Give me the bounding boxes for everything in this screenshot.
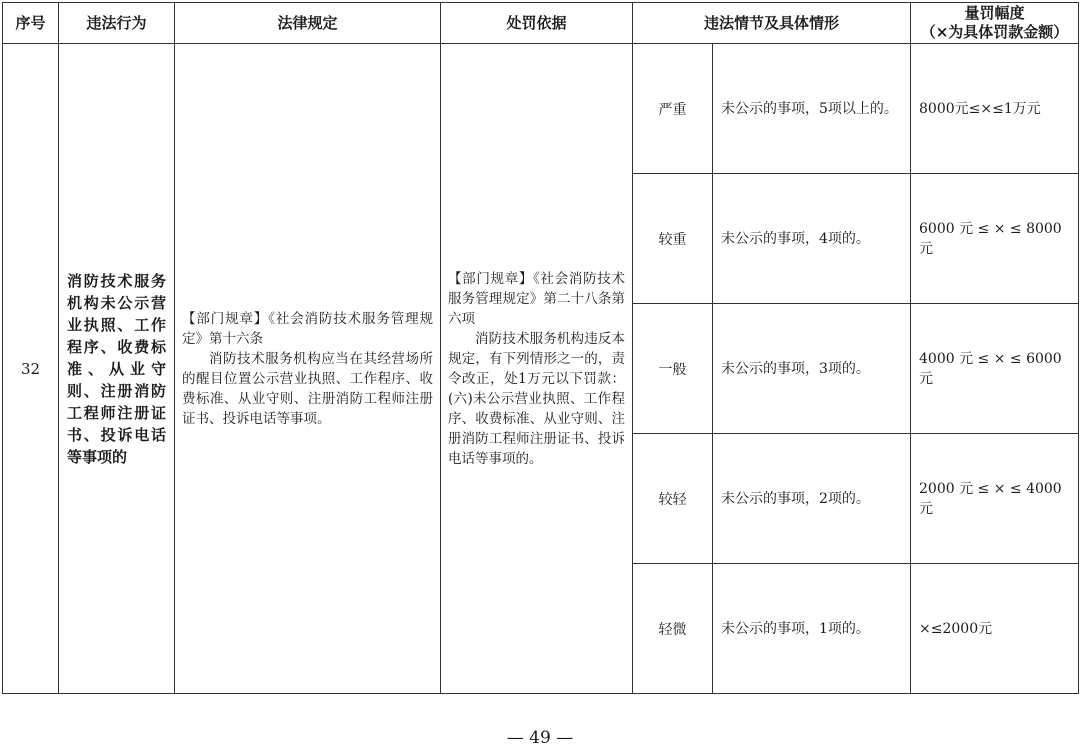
severity-level: 较轻	[633, 434, 713, 564]
header-basis: 处罚依据	[441, 3, 633, 44]
circumstance-cell: 未公示的事项，5项以上的。	[713, 44, 911, 174]
circumstance-cell: 未公示的事项，1项的。	[713, 564, 911, 694]
table-row	[3, 44, 1079, 174]
header-range	[911, 3, 1079, 44]
basis-text: 消防技术服务机构违反本规定，有下列情形之一的，责令改正，处1万元以下罚款：(六)未公示营业执照、工作程序、收费标准、从业守则、注册消防工程师注册证书、投诉电话等事项的。	[448, 330, 625, 467]
severity-level: 严重	[633, 44, 713, 174]
header-circumstance: 违法情节及具体情形	[633, 3, 911, 44]
circumstance-cell: 未公示的事项，4项的。	[713, 174, 911, 304]
header-range-note: （×为具体罚款金额）	[920, 23, 1069, 41]
law-text: 消防技术服务机构应当在其经营场所的醒目位置公示营业执照、工作程序、收费标准、从业守则、注册消防工程师注册证书、投诉电话等事项。	[182, 350, 433, 427]
penalty-table	[2, 2, 1079, 694]
row-seq: 32	[3, 44, 59, 694]
fine-range-cell: 8000元≤×≤1万元	[911, 44, 1079, 174]
header-row	[3, 3, 1079, 44]
severity-level: 一般	[633, 304, 713, 434]
page-number: — 49 —	[506, 728, 574, 748]
law-source: 【部门规章】《社会消防技术服务管理规定》第十六条	[182, 310, 433, 347]
basis-source: 【部门规章】《社会消防技术服务管理规定》第二十八条第六项	[448, 270, 625, 327]
fine-range-cell: 6000 元 ≤ × ≤ 8000 元	[911, 174, 1079, 304]
circumstance-cell: 未公示的事项，2项的。	[713, 434, 911, 564]
severity-level: 轻微	[633, 564, 713, 694]
circumstance-cell: 未公示的事项，3项的。	[713, 304, 911, 434]
fine-range-cell: 2000 元 ≤ × ≤ 4000 元	[911, 434, 1079, 564]
header-range-title: 量罚幅度	[964, 4, 1025, 22]
header-law: 法律规定	[175, 3, 441, 44]
header-act: 违法行为	[59, 3, 175, 44]
severity-level: 较重	[633, 174, 713, 304]
header-seq: 序号	[3, 3, 59, 44]
row-law-provision	[175, 44, 441, 694]
fine-range-cell: ×≤2000元	[911, 564, 1079, 694]
row-penalty-basis	[441, 44, 633, 694]
fine-range-cell: 4000 元 ≤ × ≤ 6000 元	[911, 304, 1079, 434]
row-violation-act: 消防技术服务机构未公示营业执照、工作程序、收费标准、从业守则、注册消防工程师注册证书、投诉电话等事项的	[59, 44, 175, 694]
